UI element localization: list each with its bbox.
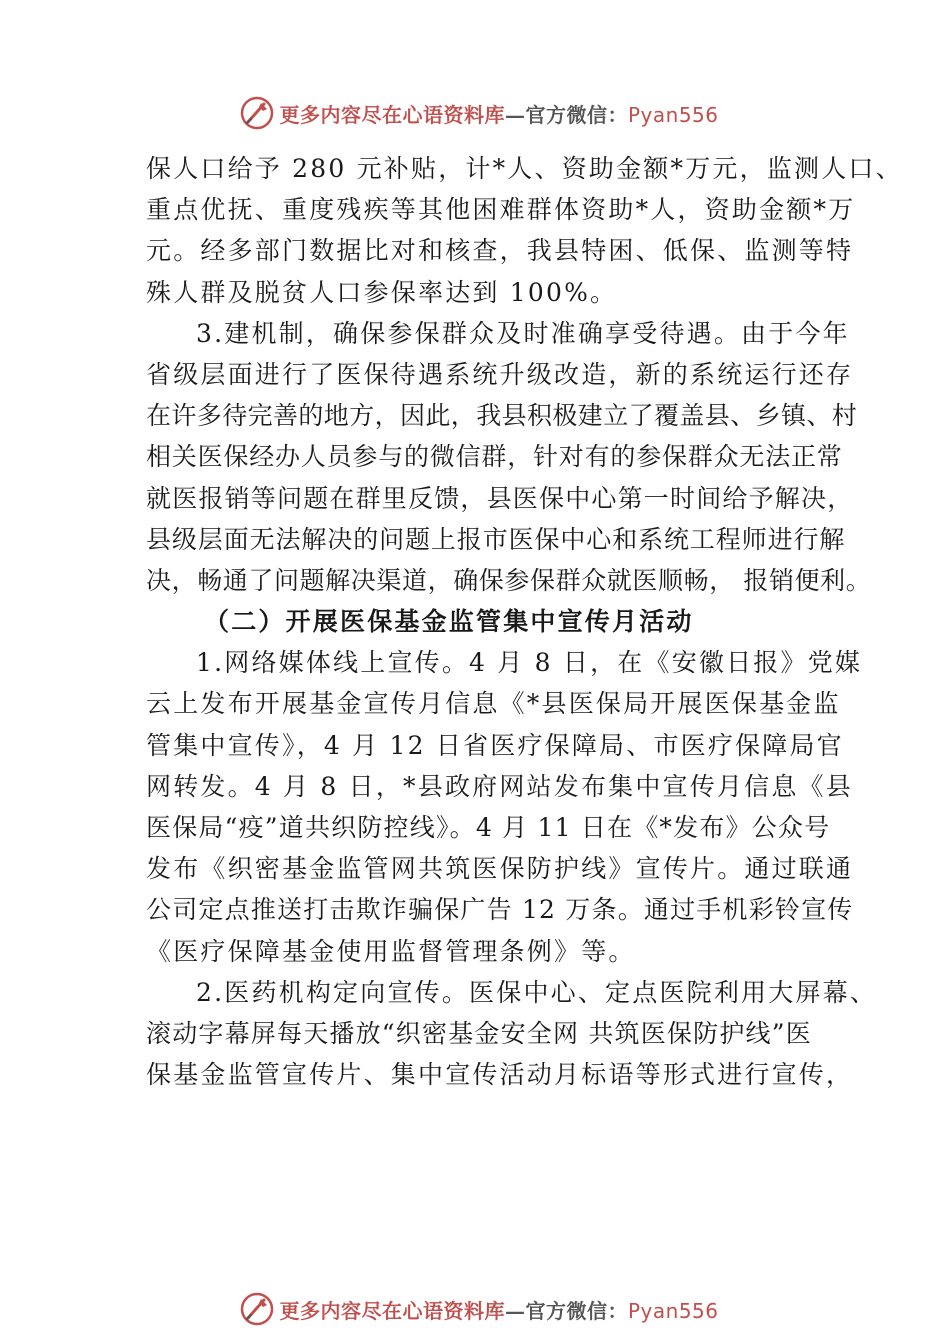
watermark-text <box>279 99 718 128</box>
text-line: 殊人群及脱贫人口参保率达到 100%。 <box>146 277 618 307</box>
watermark-text <box>279 1295 718 1324</box>
text-line: 保人口给予 280 元补贴，计*人、资助金额*万元，监测人口、 <box>146 154 903 183</box>
text-line: 1.网络媒体线上宣传。4 月 8 日，在《安徽日报》党媒 <box>196 648 863 678</box>
text-line: 元。经多部门数据比对和核查，我县特困、低保、监测等特 <box>146 236 854 266</box>
watermark-banner-top <box>0 93 950 133</box>
text-line: 网转发。4 月 8 日，*县政府网站发布集中宣传月信息《县 <box>146 771 853 801</box>
text-line: 就医报销等问题在群里反馈，县医保中心第一时间给予解决， <box>146 483 854 513</box>
text-line: 2.医药机构定向宣传。医保中心、定点医院利用大屏幕、 <box>196 977 878 1007</box>
watermark-wechat-id: Pyan556 <box>627 102 719 127</box>
watermark-dash: — <box>504 1298 526 1323</box>
pen-logo-icon <box>239 1291 275 1327</box>
text-line: 公司定点推送打击欺诈骗保广告 12 万条。通过手机彩铃宣传 <box>146 895 854 925</box>
text-line: 省级层面进行了医保待遇系统升级改造，新的系统运行还存 <box>146 359 854 389</box>
text-line: 县级层面无法解决的问题上报市医保中心和系统工程师进行解 <box>146 524 846 554</box>
watermark-banner-bottom <box>0 1289 950 1329</box>
pen-logo-icon <box>239 95 275 131</box>
text-line: 重点优抚、重度残疾等其他困难群体资助*人，资助金额*万 <box>146 195 856 225</box>
text-line: 决，畅通了问题解决渠道，确保参保群众就医顺畅， 报销便利。 <box>146 565 872 595</box>
text-line: 管集中宣传》，4 月 12 日省医疗保障局、市医疗保障局官 <box>146 730 844 760</box>
text-line: 保基金监管宣传片、集中宣传活动月标语等形式进行宣传， <box>146 1060 854 1090</box>
watermark-site: 更多内容尽在心语资料库 <box>279 1298 505 1323</box>
watermark-site: 更多内容尽在心语资料库 <box>279 102 505 127</box>
section-heading: （二）开展医保基金监管集中宣传月活动 <box>204 607 694 637</box>
text-line: 《医疗保障基金使用监督管理条例》等。 <box>146 936 636 966</box>
watermark-wechat-id: Pyan556 <box>627 1298 719 1323</box>
text-line: 发布《织密基金监管网共筑医保防护线》宣传片。通过联通 <box>146 854 854 884</box>
document-body <box>146 148 903 1095</box>
text-line: 3.建机制，确保参保群众及时准确享受待遇。由于今年 <box>196 318 850 348</box>
text-line: 滚动字幕屏每天播放“织密基金安全网 共筑医保防护线”医 <box>146 1018 812 1048</box>
text-line: 医保局“疫”道共织防控线》。4 月 11 日在《*发布》公众号 <box>146 813 831 842</box>
text-line: 云上发布开展基金宣传月信息《*县医保局开展医保基金监 <box>146 689 841 719</box>
watermark-dash: — <box>504 102 526 127</box>
watermark-wechat-label: 官方微信： <box>525 102 628 127</box>
watermark-wechat-label: 官方微信： <box>525 1298 628 1323</box>
text-line: 相关医保经办人员参与的微信群，针对有的参保群众无法正常 <box>146 442 843 472</box>
text-line: 在许多待完善的地方，因此，我县积极建立了覆盖县、乡镇、村 <box>146 401 858 431</box>
